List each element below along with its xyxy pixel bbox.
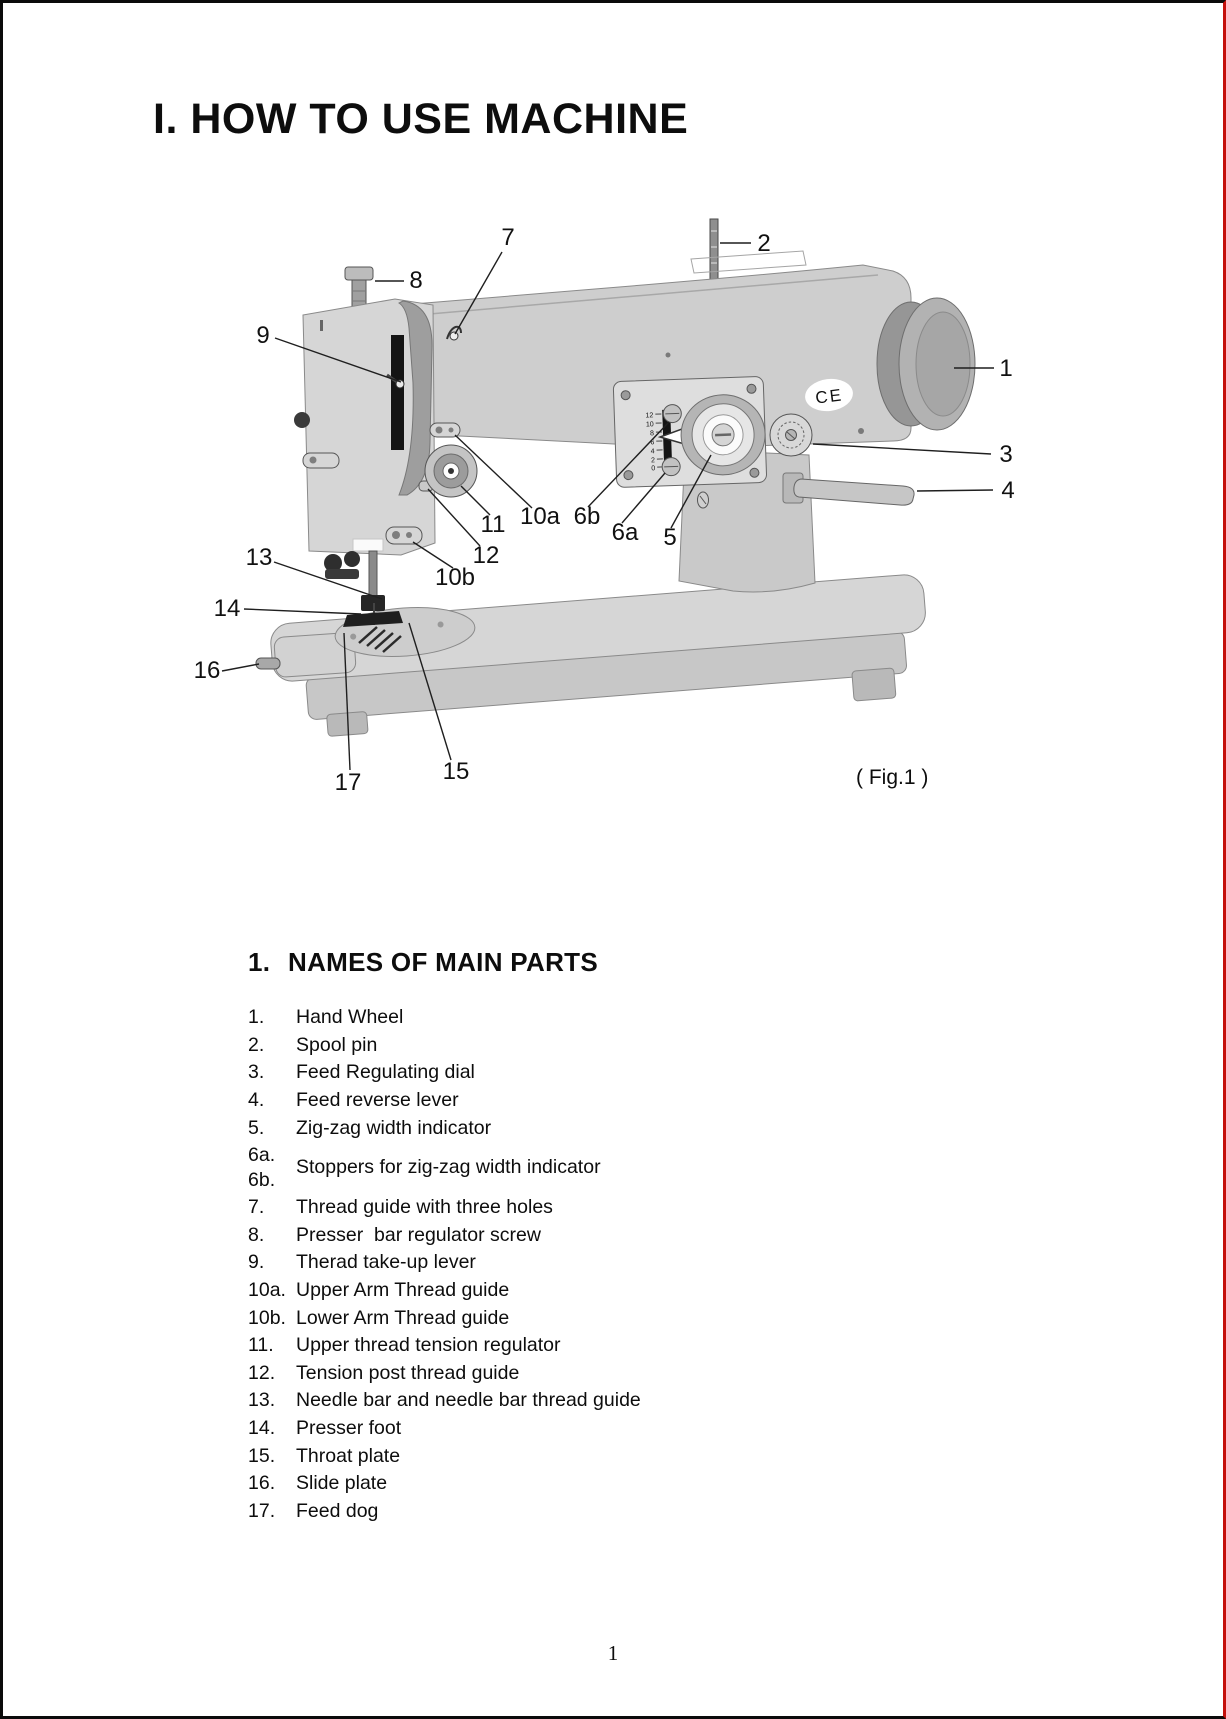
page-number: 1	[607, 1641, 619, 1665]
scale-label: 8	[649, 430, 655, 438]
feed-regulating-dial	[770, 414, 812, 456]
part-number: 14.	[248, 1417, 276, 1440]
callout-11: 11	[480, 511, 506, 538]
part-row-2	[248, 1032, 988, 1060]
part-name: Upper thread tension regulator	[296, 1334, 561, 1357]
part-name: Feed Regulating dial	[296, 1061, 475, 1084]
scale-label: 4	[650, 448, 655, 456]
part-number: 15.	[248, 1444, 276, 1467]
callout-2: 2	[757, 230, 771, 257]
part-number: 11.	[248, 1334, 274, 1357]
callout-6b: 6b	[573, 503, 601, 530]
part-number: 4.	[248, 1089, 265, 1112]
parts-heading-number: 1.	[248, 947, 271, 977]
part-name: Presser bar regulator screw	[296, 1223, 541, 1246]
part-number: 10a.	[248, 1279, 286, 1302]
part-row-14	[248, 1415, 988, 1443]
machine-head	[294, 299, 435, 555]
scale-label: 6	[650, 439, 655, 447]
scale-label: 2	[650, 457, 656, 465]
callout-1: 1	[999, 355, 1013, 382]
scale-label: 0	[651, 465, 656, 473]
part-number: 6a.	[248, 1143, 276, 1166]
callout-10b: 10b	[434, 564, 476, 591]
part-row-7	[248, 1194, 988, 1222]
parts-heading	[248, 947, 988, 978]
part-number: 8.	[248, 1223, 265, 1246]
scale-label: 12	[645, 412, 654, 420]
part-number: 2.	[248, 1033, 265, 1056]
callout-9: 9	[256, 322, 270, 349]
machine-diagram-svg	[3, 3, 1226, 833]
part-row-5	[248, 1114, 988, 1142]
hand-wheel	[877, 298, 975, 430]
part-row-1	[248, 1004, 988, 1032]
part-row-4	[248, 1087, 988, 1115]
leader-line-3	[813, 444, 991, 454]
head-left-thread-guide	[303, 453, 339, 468]
part-number: 1.	[248, 1006, 265, 1029]
part-row-9	[248, 1249, 988, 1277]
part-name: Feed reverse lever	[296, 1089, 459, 1112]
callout-17: 17	[334, 769, 362, 796]
svg-text:CE: CE	[814, 385, 845, 408]
lower-arm-thread-guide	[386, 527, 422, 544]
callout-16: 16	[193, 657, 221, 684]
part-row-17	[248, 1498, 988, 1526]
part-name: Needle bar and needle bar thread guide	[296, 1389, 641, 1412]
needle-bar-assembly	[324, 551, 403, 627]
part-row-10a	[248, 1277, 988, 1305]
part-number-group	[248, 1143, 296, 1193]
part-number: 9.	[248, 1251, 265, 1274]
part-name: Throat plate	[296, 1444, 401, 1467]
part-number: 17.	[248, 1499, 276, 1522]
part-name: Upper Arm Thread guide	[296, 1279, 510, 1302]
callout-12: 12	[472, 542, 500, 569]
callout-15: 15	[442, 758, 470, 785]
callout-3: 3	[999, 441, 1013, 468]
part-row-8	[248, 1222, 988, 1250]
part-name: Tension post thread guide	[296, 1361, 520, 1384]
part-name: Thread guide with three holes	[296, 1196, 553, 1219]
part-name: Lower Arm Thread guide	[296, 1306, 510, 1329]
part-number: 3.	[248, 1061, 265, 1084]
part-number: 5.	[248, 1116, 265, 1139]
part-name: Stoppers for zig-zag width indicator	[296, 1156, 601, 1179]
callout-7: 7	[501, 224, 515, 251]
parts-heading-text: NAMES OF MAIN PARTS	[288, 947, 598, 977]
part-name: Hand Wheel	[296, 1006, 404, 1029]
callout-13: 13	[245, 544, 273, 571]
part-number: 13.	[248, 1389, 276, 1412]
parts-section	[248, 947, 988, 1525]
page-title: I. HOW TO USE MACHINE	[153, 95, 689, 143]
feed-reverse-lever	[783, 473, 914, 505]
part-number: 16.	[248, 1472, 276, 1495]
part-number: 10b.	[248, 1306, 286, 1329]
part-number: 6b.	[248, 1168, 276, 1191]
part-number: 7.	[248, 1196, 265, 1219]
callout-4: 4	[1001, 477, 1015, 504]
part-name: Therad take-up lever	[296, 1251, 476, 1274]
figure-caption: ( Fig.1 )	[856, 766, 929, 789]
tension-regulator	[425, 445, 477, 497]
callout-10a: 10a	[519, 503, 561, 530]
leader-line-4	[917, 490, 993, 491]
part-row-11	[248, 1332, 988, 1360]
zigzag-indicator-plate	[613, 376, 767, 487]
part-name: Feed dog	[296, 1499, 379, 1522]
part-name: Presser foot	[296, 1417, 402, 1440]
leader-line-14	[244, 609, 361, 614]
parts-list	[248, 1004, 988, 1525]
part-number: 12.	[248, 1361, 276, 1384]
callout-6a: 6a	[611, 519, 639, 546]
part-row-6ab	[248, 1142, 988, 1194]
callout-8: 8	[409, 267, 423, 294]
part-row-13	[248, 1387, 988, 1415]
part-name: Zig-zag width indicator	[296, 1116, 492, 1139]
part-name: Spool pin	[296, 1033, 378, 1056]
part-row-16	[248, 1470, 988, 1498]
machine-illustration	[256, 219, 975, 746]
part-name: Slide plate	[296, 1472, 388, 1495]
callout-5: 5	[663, 524, 677, 551]
leader-line-16	[222, 664, 259, 671]
pillar-screw	[698, 492, 709, 508]
zigzag-upper-stopper	[663, 404, 682, 423]
part-row-10b	[248, 1304, 988, 1332]
part-row-3	[248, 1059, 988, 1087]
part-row-15	[248, 1442, 988, 1470]
callout-14: 14	[213, 595, 241, 622]
part-row-12	[248, 1360, 988, 1388]
scale-label: 10	[645, 421, 654, 429]
